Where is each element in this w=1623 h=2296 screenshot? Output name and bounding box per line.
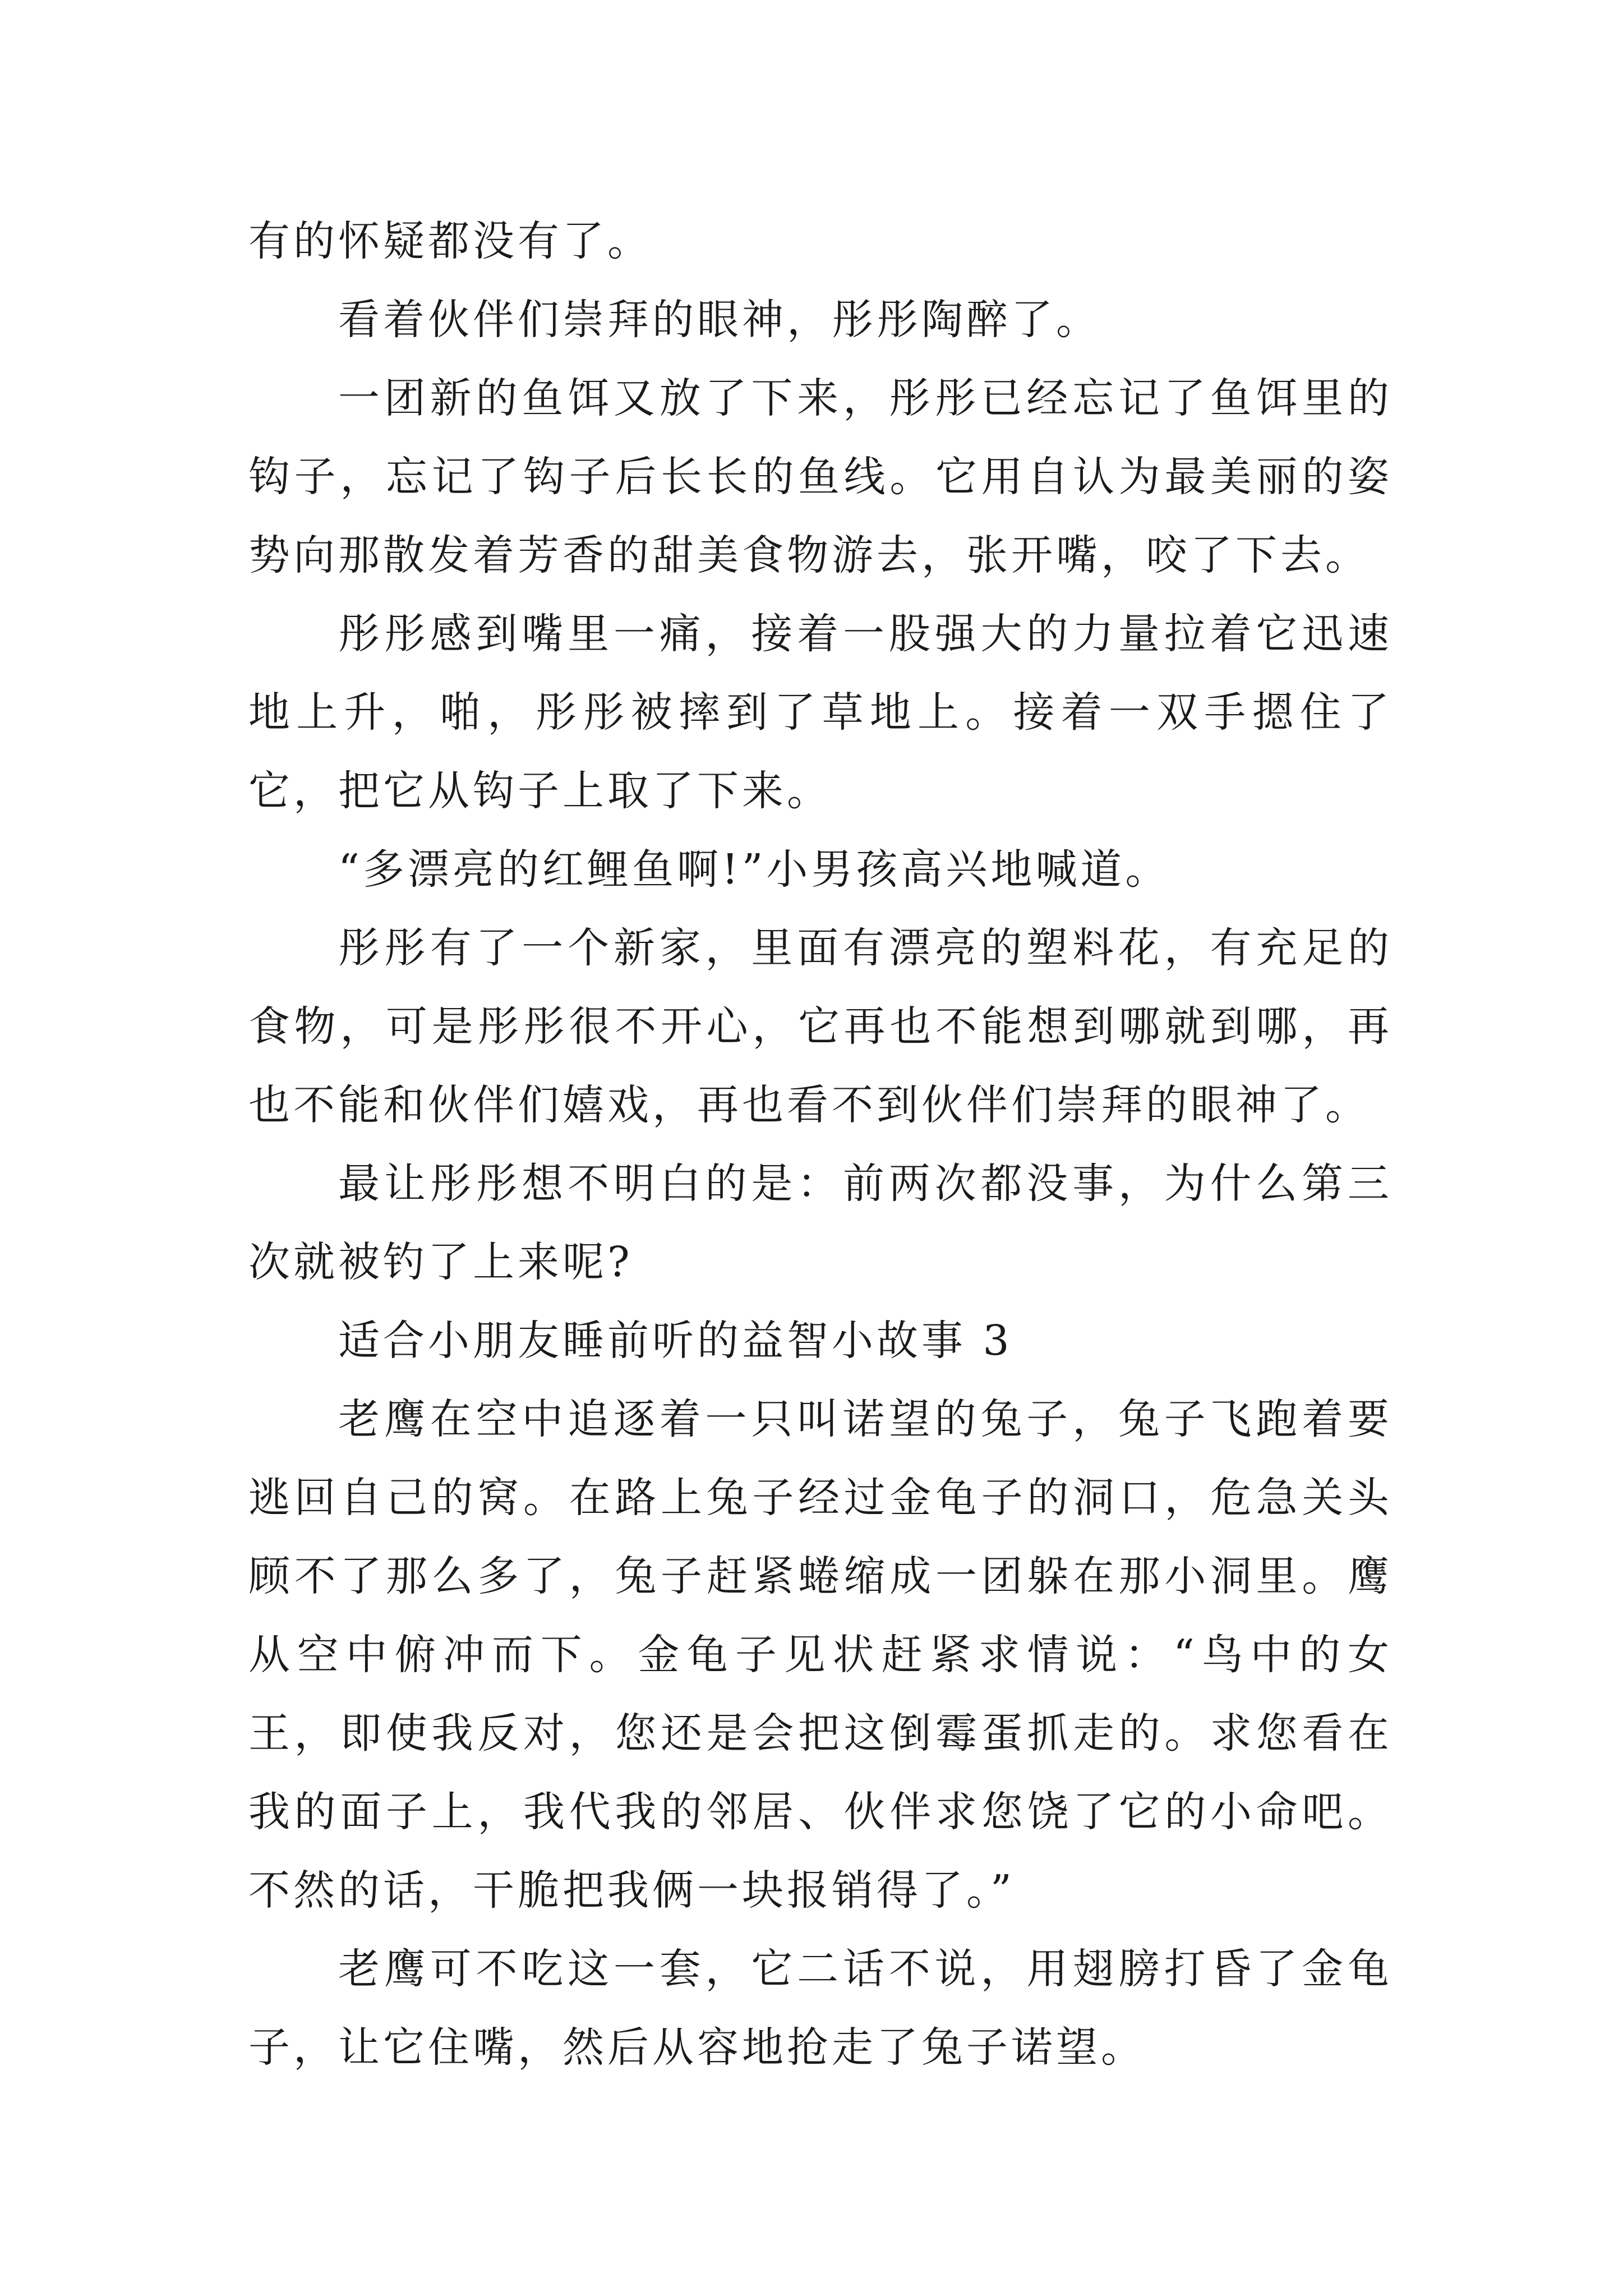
paragraph: 看着伙伴们崇拜的眼神，彤彤陶醉了。 (338, 296, 1101, 344)
paragraph: “多漂亮的红鲤鱼啊!”小男孩高兴地喊道。 (338, 845, 1170, 894)
section-heading: 适合小朋友睡前听的益智小故事 3 (338, 1317, 1013, 1365)
paragraph: 彤彤感到嘴里一痛，接着一股强大的力量拉着它迅速地上升，啪，彤彤被摔到了草地上。接着一双手摁住了它，把它从钩子上取了下来。 (248, 610, 1393, 815)
paragraph: 有的怀疑都没有了。 (248, 217, 652, 265)
paragraph: 老鹰可不吃这一套，它二话不说，用翅膀打昏了金龟子，让它住嘴，然后从容地抢走了兔子诺望。 (248, 1945, 1393, 2072)
paragraph: 一团新的鱼饵又放了下来，彤彤已经忘记了鱼饵里的钩子，忘记了钩子后长长的鱼线。它用自认为最美丽的姿势向那散发着芳香的甜美食物游去，张开嘴，咬了下去。 (248, 374, 1393, 579)
paragraph: 彤彤有了一个新家，里面有漂亮的塑料花，有充足的食物，可是彤彤很不开心，它再也不能想到哪就到哪，再也不能和伙伴们嬉戏，再也看不到伙伴们崇拜的眼神了。 (248, 924, 1393, 1129)
body-text (248, 202, 1393, 2087)
paragraph: 老鹰在空中追逐着一只叫诺望的兔子，兔子飞跑着要逃回自己的窝。在路上兔子经过金龟子的洞口，危急关头顾不了那么多了，兔子赶紧蜷缩成一团躲在那小洞里。鹰从空中俯冲而下。金龟子见状赶紧求情说：“鸟中的女王，即使我反对，您还是会把这倒霉蛋抓走的。求您看在我的面子上，我代我的邻居、伙伴求您饶了它的小命吧。不然的话，干脆把我俩一块报销得了。” (248, 1395, 1393, 1915)
paragraph: 最让彤彤想不明白的是：前两次都没事，为什么第三次就被钓了上来呢? (248, 1159, 1393, 1286)
